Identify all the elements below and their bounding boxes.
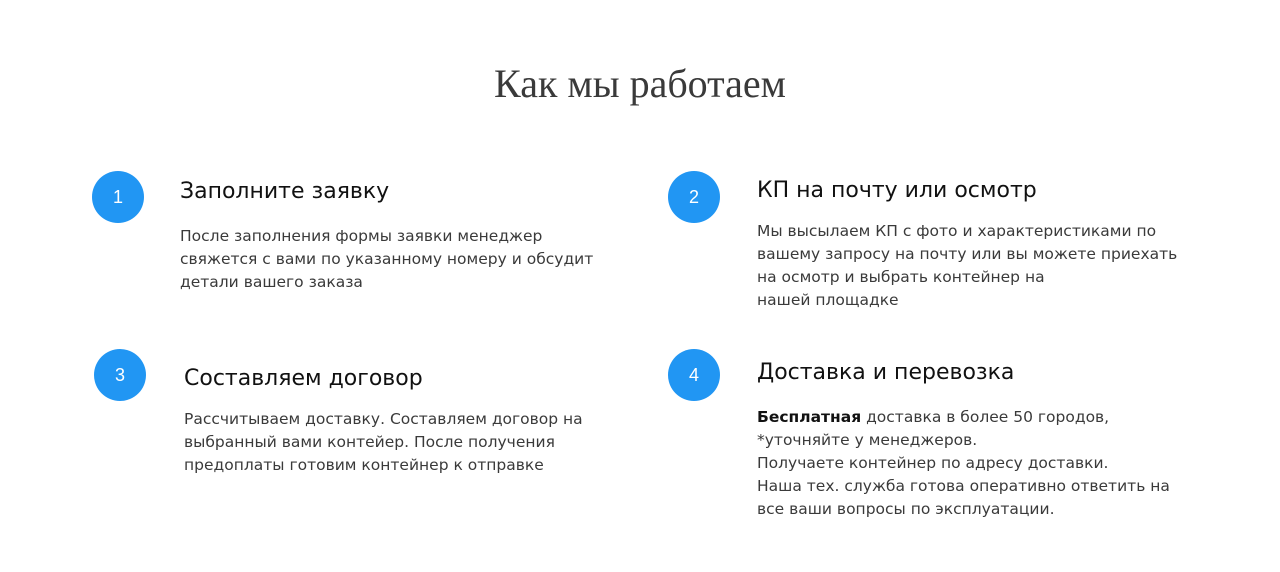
step-1-line-1: После заполнения формы заявки менеджер bbox=[180, 227, 543, 245]
step-2-description bbox=[757, 220, 1177, 312]
step-3-description bbox=[184, 408, 583, 477]
step-3-line-1: Рассчитываем доставку. Составляем договор на bbox=[184, 410, 583, 428]
step-4-line-2: *уточняйте у менеджеров. bbox=[757, 431, 978, 449]
step-3-title: Составляем договор bbox=[184, 366, 423, 391]
step-1-number-badge: 1 bbox=[92, 171, 144, 223]
step-1-description bbox=[180, 225, 593, 294]
step-4-number-badge: 4 bbox=[668, 349, 720, 401]
step-2-line-4: нашей площадке bbox=[757, 291, 899, 309]
step-2-line-1: Мы высылаем КП с фото и характеристиками по bbox=[757, 222, 1157, 240]
step-4-line-5: все ваши вопросы по эксплуатации. bbox=[757, 500, 1055, 518]
step-4-title: Доставка и перевозка bbox=[757, 360, 1015, 385]
step-2-title: КП на почту или осмотр bbox=[757, 178, 1037, 203]
step-4-line-4: Наша тех. служба готова оперативно ответить на bbox=[757, 477, 1170, 495]
step-1-title: Заполните заявку bbox=[180, 179, 390, 204]
step-2-line-3: на осмотр и выбрать контейнер на bbox=[757, 268, 1045, 286]
step-2-number-badge: 2 bbox=[668, 171, 720, 223]
step-4-description bbox=[757, 406, 1170, 521]
step-1-line-2: свяжется с вами по указанному номеру и обсудит bbox=[180, 250, 594, 268]
step-4-line-3: Получаете контейнер по адресу доставки. bbox=[757, 454, 1109, 472]
step-3-number-badge: 3 bbox=[94, 349, 146, 401]
step-4-free-highlight: Бесплатная bbox=[757, 408, 862, 426]
page-title: Как мы работаем bbox=[494, 61, 786, 106]
step-4-line-1 bbox=[757, 406, 1170, 429]
step-3-line-2: выбранный вами контейер. После получения bbox=[184, 433, 555, 451]
step-3-line-3: предоплаты готовим контейнер к отправке bbox=[184, 456, 544, 474]
step-1-line-3: детали вашего заказа bbox=[180, 273, 363, 291]
step-2-line-2: вашему запросу на почту или вы можете приехать bbox=[757, 245, 1178, 263]
step-4-line-1-rest: доставка в более 50 городов, bbox=[861, 408, 1110, 426]
